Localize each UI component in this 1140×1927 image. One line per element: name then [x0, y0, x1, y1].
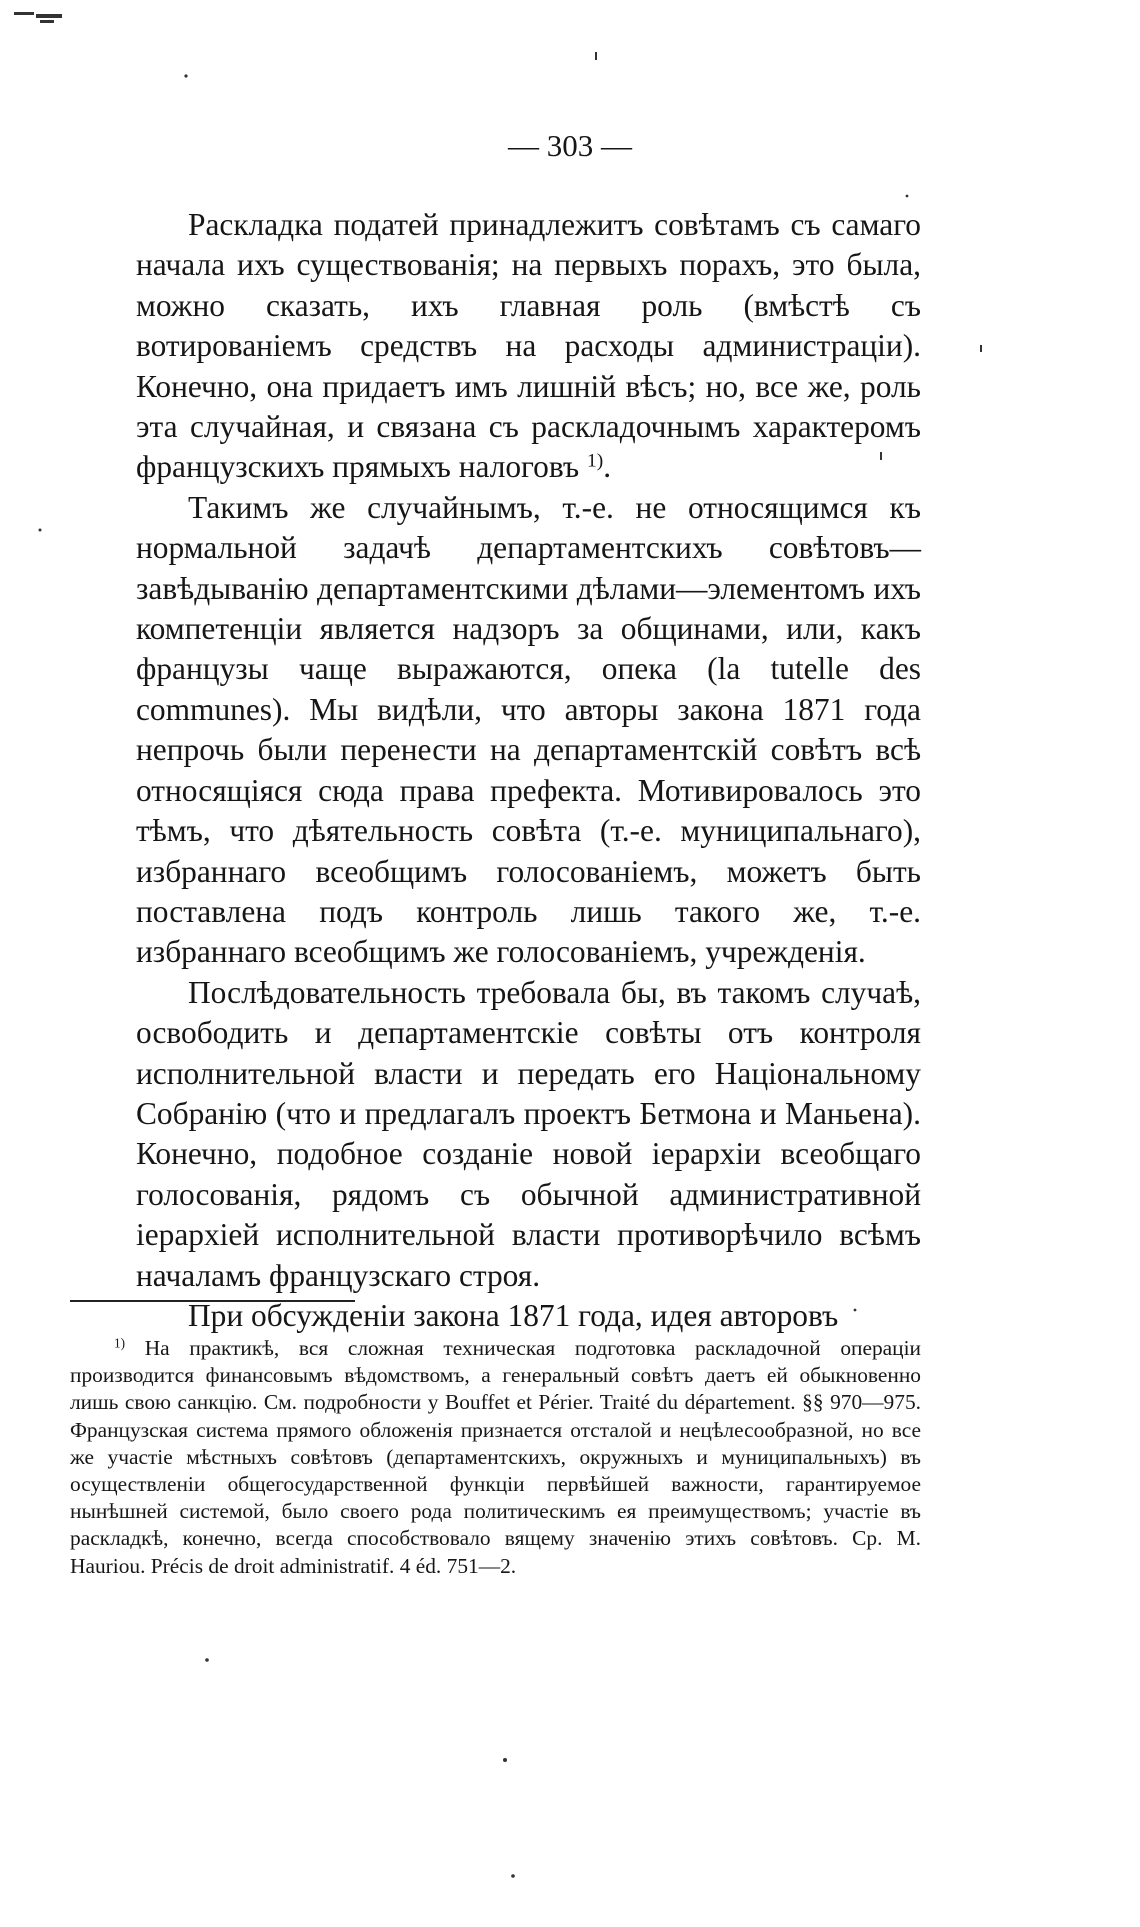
footnote	[70, 1335, 921, 1580]
footnote-reference[interactable]: 1)	[586, 450, 604, 472]
scan-speck	[14, 12, 34, 15]
paragraph-text: Такимъ же случайнымъ, т.-е. не относящимся къ нормальной задачѣ департаментскихъ совѣтовъ—завѣдыванію департаментскими дѣлами—элементомъ ихъ компетенціи является надзоръ за общинами, или, какъ французы чаще выражаются, опека (la tutelle des communes). Мы видѣли, что авторы закона 1871 года непрочь были перенести на департаментскій совѣтъ всѣ относящіяся сюда права префекта. Мотивировалось это тѣмъ, что дѣятельность совѣта (т.-е. муниципальнаго), избраннаго всеобщимъ голосованіемъ, можетъ быть поставлена подъ контроль лишь такого же, т.-е. избраннаго всеобщимъ же голосованіемъ, учрежденія.	[136, 489, 921, 970]
scan-speck	[36, 14, 62, 18]
paragraph	[136, 1296, 921, 1336]
paragraph	[136, 973, 921, 1296]
scan-speck	[205, 1658, 209, 1662]
paragraph	[136, 488, 921, 973]
scan-speck	[980, 345, 982, 352]
scan-speck	[39, 529, 42, 532]
paragraph	[136, 205, 921, 488]
scan-speck	[40, 20, 54, 23]
scan-speck	[595, 52, 597, 60]
page-number: — 303 —	[508, 128, 632, 163]
scan-speck	[503, 1758, 507, 1762]
body-text	[136, 205, 921, 1336]
scan-speck	[511, 1874, 515, 1878]
footnote-separator	[70, 1300, 355, 1302]
footnote-text: На практикѣ, вся сложная техническая подготовка раскладочной операціи производится финансовымъ вѣдомствомъ, а генеральный совѣтъ даетъ ей обыкновенно лишь свою санкцію. См. подробности у Bouffet et Périer. Traité du département. §§ 970—975. Французская система прямого обложенія признается отсталой и нецѣлесообразной, но все же участіе мѣстныхъ совѣтовъ (департаментскихъ, окружныхъ и муниципальныхъ) въ осуществленіи общегосударственной функціи первѣйшей важности, гарантируемое нынѣшней системой, было своего рода политическимъ ея преимуществомъ; участіе въ раскладкѣ, конечно, всегда способствовало вящему значенію этихъ совѣтовъ. Ср. M. Hauriou. Précis de droit administratif. 4 éd. 751—2.	[70, 1336, 921, 1578]
footnotes	[70, 1335, 921, 1580]
paragraph-tail: .	[603, 449, 612, 485]
scan-speck	[906, 195, 909, 198]
paragraph-text: Раскладка податей принадлежитъ совѣтамъ съ самаго начала ихъ существованія; на первыхъ порахъ, это была, можно сказать, ихъ главная роль (вмѣстѣ съ вотированіемъ средствъ на расходы администраціи). Конечно, она придаетъ имъ лишній вѣсъ; но, все же, роль эта случайная, и связана съ раскладочнымъ характеромъ французскихъ прямыхъ налоговъ	[136, 207, 921, 485]
paragraph-text: При обсужденіи закона 1871 года, идея авторовъ	[188, 1297, 839, 1333]
paragraph-text: Послѣдовательность требовала бы, въ такомъ случаѣ, освободить и департаментскіе совѣты отъ контроля исполнительной власти и передать его Національному Собранію (что и предлагалъ проектъ Бетмона и Маньена). Конечно, подобное созданіе новой іерархіи всеобщаго голосованія, рядомъ съ обычной административной іерархіей исполнительной власти противорѣчило всѣмъ началамъ французскаго строя.	[136, 974, 921, 1293]
scan-speck	[184, 74, 187, 77]
footnote-marker: 1)	[114, 1335, 126, 1351]
